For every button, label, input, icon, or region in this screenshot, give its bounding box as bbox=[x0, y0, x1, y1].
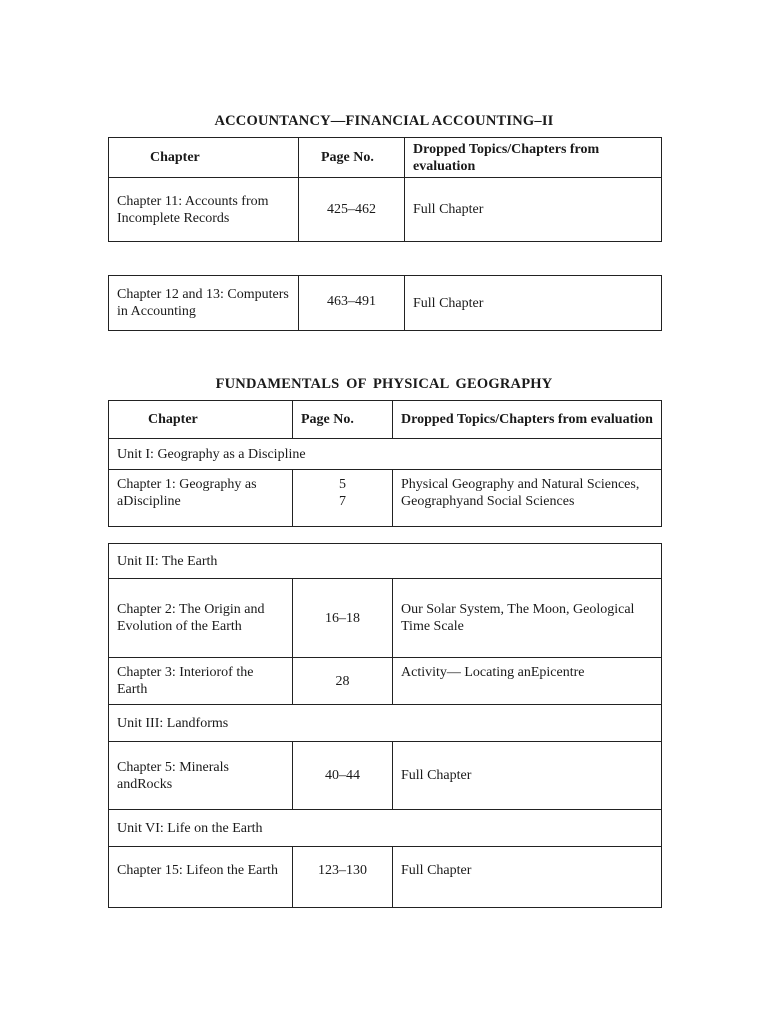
dropped-cell: Full Chapter bbox=[405, 276, 662, 331]
page-cell: 28 bbox=[293, 658, 393, 705]
table-row bbox=[109, 658, 662, 705]
chapter-cell: Chapter 5: Minerals andRocks bbox=[109, 742, 293, 810]
table-row bbox=[109, 470, 662, 527]
dropped-cell: Full Chapter bbox=[405, 178, 662, 242]
page-cell: 425–462 bbox=[299, 178, 405, 242]
header-chapter: Chapter bbox=[109, 401, 293, 439]
chapter-cell: Chapter 11: Accounts from Incomplete Records bbox=[109, 178, 299, 242]
chapter-cell: Chapter 2: The Origin and Evolution of the Earth bbox=[109, 579, 293, 658]
geography-table bbox=[108, 400, 662, 527]
geography-title: FUNDAMENTALS OF PHYSICAL GEOGRAPHY bbox=[215, 376, 553, 392]
table-header-row bbox=[109, 401, 662, 439]
unit-label: Unit III: Landforms bbox=[109, 705, 662, 742]
page-cell: 40–44 bbox=[293, 742, 393, 810]
page-cell bbox=[293, 470, 393, 527]
page-cell: 123–130 bbox=[293, 847, 393, 908]
header-chapter: Chapter bbox=[109, 138, 299, 178]
header-dropped-topics: Dropped Topics/Chapters from evaluation bbox=[405, 138, 662, 178]
table-row bbox=[109, 847, 662, 908]
unit-label: Unit I: Geography as a Discipline bbox=[109, 439, 662, 470]
page-value: 5 bbox=[339, 477, 346, 492]
accountancy-table bbox=[108, 137, 662, 242]
chapter-cell: Chapter 1: Geography as aDiscipline bbox=[109, 470, 293, 527]
page-cell: 463–491 bbox=[299, 276, 405, 331]
accountancy-table-continued bbox=[108, 275, 662, 331]
table-header-row bbox=[109, 138, 662, 178]
geography-table-continued bbox=[108, 543, 662, 908]
dropped-cell: Physical Geography and Natural Sciences, Geographyand Social Sciences bbox=[393, 470, 662, 527]
dropped-cell: Full Chapter bbox=[393, 847, 662, 908]
dropped-cell: Full Chapter bbox=[393, 742, 662, 810]
unit-label: Unit II: The Earth bbox=[109, 544, 662, 579]
header-dropped-topics: Dropped Topics/Chapters from evaluation bbox=[393, 401, 662, 439]
table-row bbox=[109, 178, 662, 242]
unit-label: Unit VI: Life on the Earth bbox=[109, 810, 662, 847]
page-value: 7 bbox=[339, 494, 346, 509]
unit-row bbox=[109, 439, 662, 470]
header-page-no: Page No. bbox=[299, 138, 405, 178]
chapter-cell: Chapter 15: Lifeon the Earth bbox=[109, 847, 293, 908]
chapter-cell: Chapter 3: Interiorof the Earth bbox=[109, 658, 293, 705]
unit-row bbox=[109, 705, 662, 742]
table-row bbox=[109, 276, 662, 331]
dropped-cell: Activity— Locating anEpicentre bbox=[393, 658, 662, 705]
dropped-cell: Our Solar System, The Moon, Geological Time Scale bbox=[393, 579, 662, 658]
chapter-cell: Chapter 12 and 13: Computers in Accounting bbox=[109, 276, 299, 331]
table-row bbox=[109, 742, 662, 810]
unit-row bbox=[109, 544, 662, 579]
accountancy-title: ACCOUNTANCY—FINANCIAL ACCOUNTING–II bbox=[214, 113, 554, 129]
unit-row bbox=[109, 810, 662, 847]
header-page-no: Page No. bbox=[293, 401, 393, 439]
page-cell: 16–18 bbox=[293, 579, 393, 658]
table-row bbox=[109, 579, 662, 658]
